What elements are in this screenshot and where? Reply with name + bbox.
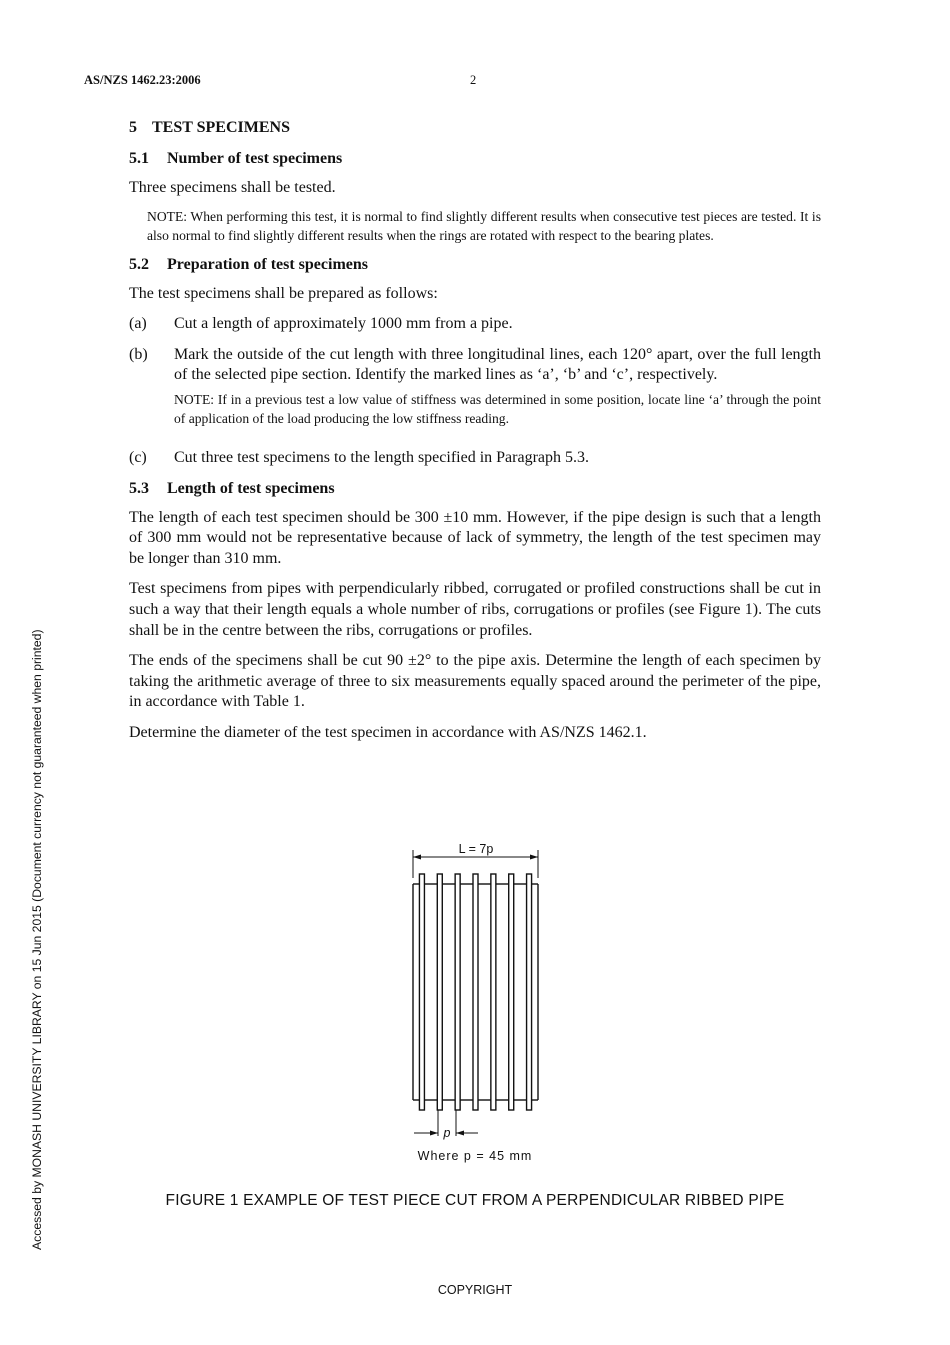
- section-title: TEST SPECIMENS: [152, 119, 290, 136]
- list-item: [129, 314, 821, 335]
- access-watermark: Accessed by MONASH UNIVERSITY LIBRARY on 15 Jun 2015 (Document currency not guaranteed when printed): [30, 629, 44, 1250]
- paragraph: Three specimens shall be tested.: [129, 179, 336, 196]
- document-body: [129, 118, 821, 754]
- pitch-label: p: [443, 1126, 451, 1140]
- pitch-arrow-right: [456, 1131, 464, 1136]
- paragraph: The test specimens shall be prepared as follows:: [129, 284, 438, 302]
- section-title: Length of test specimens: [167, 479, 335, 497]
- pipe-rib: [437, 874, 442, 1110]
- pipe-rib: [419, 874, 424, 1110]
- section-5-1-heading: [129, 149, 821, 169]
- dimension-label: L = 7p: [458, 842, 494, 856]
- list-item-label: (a): [129, 315, 147, 333]
- document-standard-id: AS/NZS 1462.23:2006: [84, 73, 201, 87]
- list-item-text: Cut three test specimens to the length specified in Paragraph 5.3.: [174, 448, 589, 466]
- section-number: 5: [129, 119, 137, 136]
- note: NOTE: If in a previous test a low value of stiffness was determined in some position, locate line ‘a’ through the point of application of the load producing the low stiffness reading.: [174, 391, 821, 426]
- section-5-3-heading: [129, 479, 821, 499]
- paragraph: Determine the diameter of the test specimen in accordance with AS/NZS 1462.1.: [129, 723, 647, 741]
- section-number: 5.2: [129, 255, 149, 273]
- paragraph: The ends of the specimens shall be cut 90 ±2° to the pipe axis. Determine the length of each specimen by taking the arithmetic average of three to six measurements equally spaced around the perimeter of the pipe, in accordance with Table 1.: [129, 652, 821, 711]
- where-text: Where p = 45 mm: [417, 1149, 533, 1163]
- section-5-heading: [129, 118, 821, 138]
- paragraph: Test specimens from pipes with perpendicularly ribbed, corrugated or profiled constructions shall be cut in such a way that their length equals a whole number of ribs, corrugations or profiles (see Figure 1). The cuts shall be in the centre between the ribs, corrugations or profiles.: [129, 580, 821, 639]
- pipe-rib: [473, 874, 478, 1110]
- dimension-arrow-right: [530, 855, 538, 860]
- list-item-label: (b): [129, 345, 148, 363]
- section-number: 5.1: [129, 150, 149, 167]
- note: NOTE: When performing this test, it is normal to find slightly different results when consecutive test pieces are tested. It is also normal to find slightly different results when the rings are rotated with respect to the bearing plates.: [147, 208, 821, 243]
- page-number: 2: [470, 73, 477, 87]
- figure-caption: FIGURE 1 EXAMPLE OF TEST PIECE CUT FROM A PERPENDICULAR RIBBED PIPE: [165, 1192, 785, 1209]
- pipe-rib: [527, 874, 532, 1110]
- section-number: 5.3: [129, 479, 149, 497]
- paragraph: The length of each test specimen should be 300 ±10 mm. However, if the pipe design is such that a length of 300 mm would not be representative because of lack of symmetry, the length of the test specimen may be longer than 310 mm.: [129, 508, 821, 567]
- list-item-text: Cut a length of approximately 1000 mm from a pipe.: [174, 315, 513, 333]
- dimension-arrow-left: [413, 855, 421, 860]
- pipe-outline: [413, 874, 538, 1110]
- list-item: [129, 345, 821, 438]
- ribbed-pipe-diagram: [400, 838, 560, 1168]
- figure-ribbed-pipe: [400, 838, 560, 1168]
- pipe-rib: [455, 874, 460, 1110]
- pipe-rib: [491, 874, 496, 1110]
- list-item-text: Mark the outside of the cut length with three longitudinal lines, each 120° apart, over the full length of the selected pipe section. Identify the marked lines as ‘a’, ‘b’ and ‘c’, respectively.: [174, 345, 821, 384]
- copyright-footer: COPYRIGHT: [437, 1283, 513, 1297]
- list-item-label: (c): [129, 448, 147, 466]
- pipe-rib: [509, 874, 514, 1110]
- pitch-arrow-left: [430, 1131, 438, 1136]
- section-title: Number of test specimens: [167, 150, 343, 167]
- section-5-2-heading: [129, 255, 821, 275]
- section-title: Preparation of test specimens: [167, 255, 368, 273]
- list-item: [129, 448, 821, 469]
